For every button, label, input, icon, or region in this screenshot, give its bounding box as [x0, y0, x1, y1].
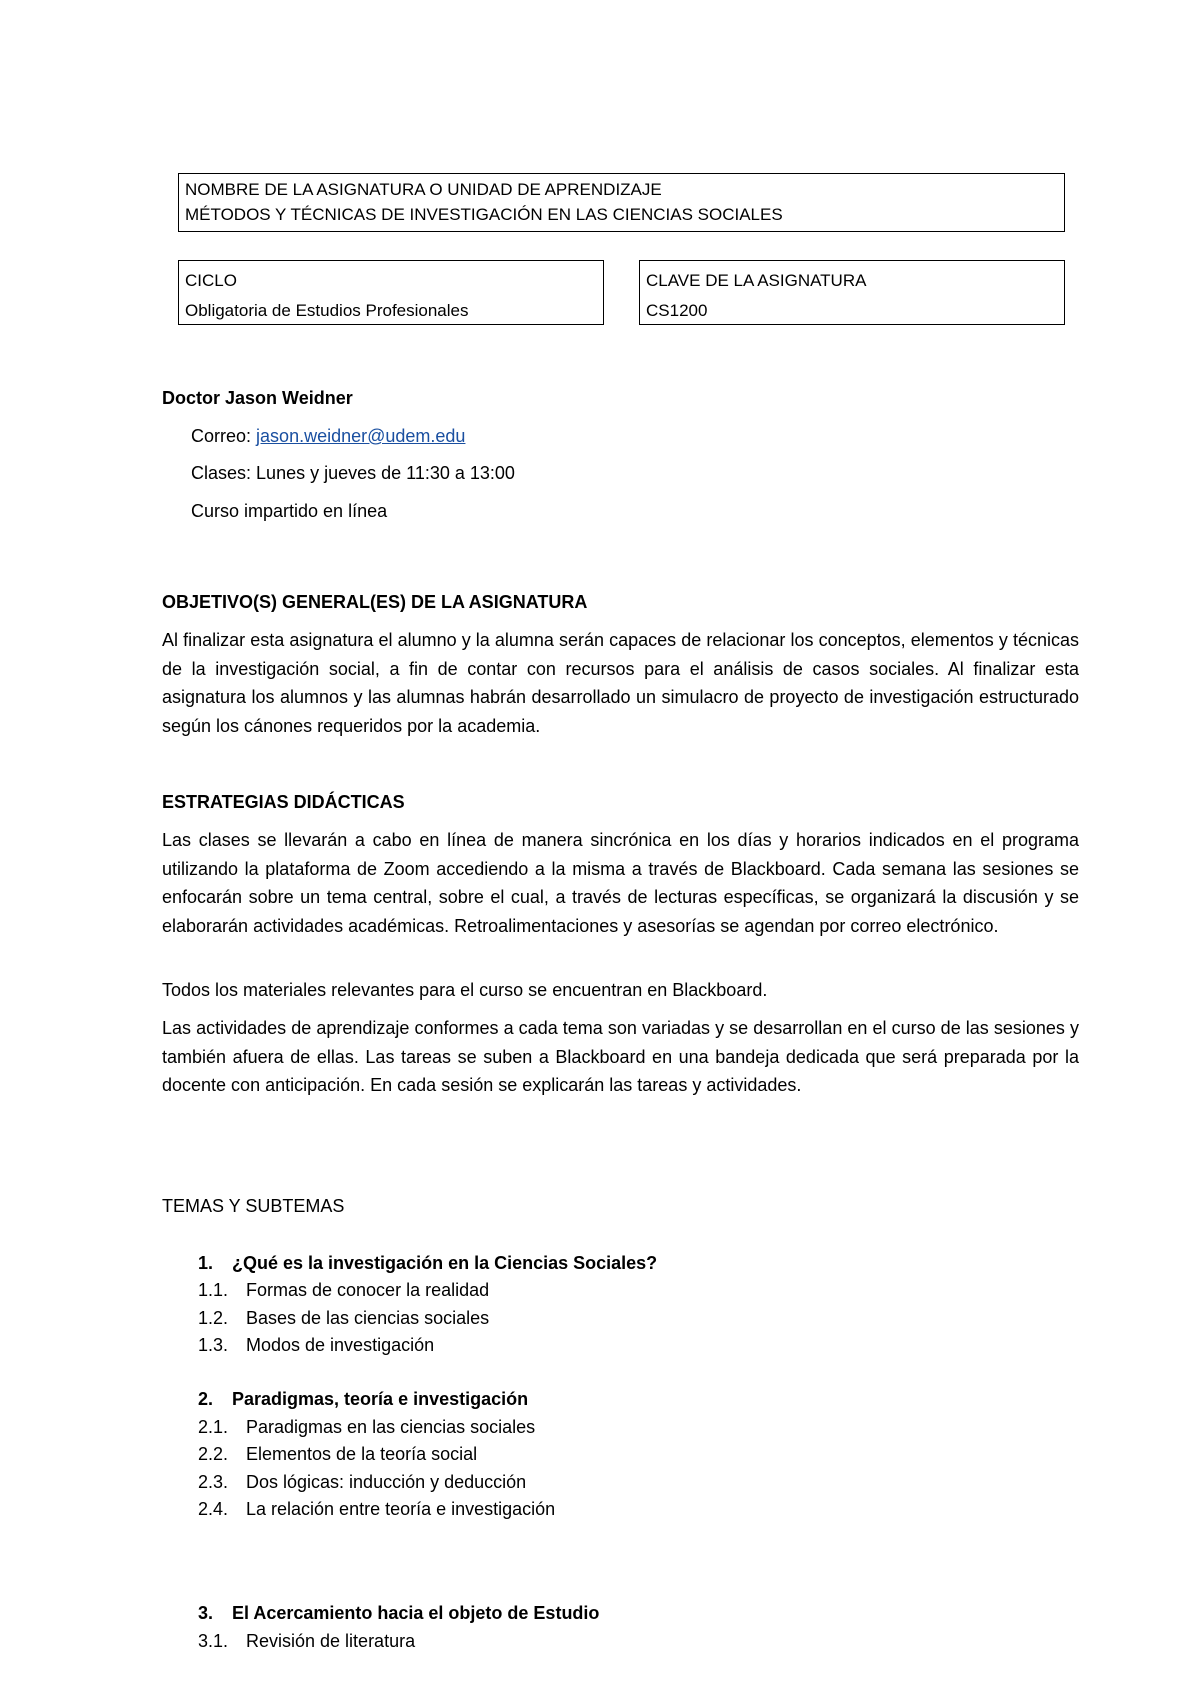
subject-name: MÉTODOS Y TÉCNICAS DE INVESTIGACIÓN EN LAS CIENCIAS SOCIALES [185, 205, 783, 224]
topic-2-title: 2. Paradigmas, teoría e investigación [198, 1389, 529, 1409]
email-link[interactable]: jason.weidner@udem.edu [256, 426, 466, 446]
subtopic-2-2: 2.2. Elementos de la teoría social [198, 1444, 478, 1464]
objectives-text: Al finalizar esta asignatura el alumno y la alumna serán capaces de relacionar los conceptos, elementos y técnicas de la investigación social, a fin de contar con recursos para el análisis de casos sociales. Al finalizar esta asignatura los alumnos y las alumnas habrán desarrollado un simulacro de proyecto de investigación estructurado según los cánones requeridos por la academia. [162, 630, 1079, 736]
key-box [639, 260, 1065, 325]
subtopic-1-2: 1.2. Bases de las ciencias sociales [198, 1308, 490, 1328]
subject-label: NOMBRE DE LA ASIGNATURA O UNIDAD DE APRENDIZAJE [185, 180, 662, 199]
email-line [191, 422, 465, 450]
key-label: CLAVE DE LA ASIGNATURA [646, 271, 867, 290]
strategies-heading: ESTRATEGIAS DIDÁCTICAS [162, 792, 405, 812]
objectives-heading: OBJETIVO(S) GENERAL(ES) DE LA ASIGNATURA [162, 592, 588, 612]
subtopic-2-1: 2.1. Paradigmas en las ciencias sociales [198, 1417, 536, 1437]
subtopic-2-3: 2.3. Dos lógicas: inducción y deducción [198, 1472, 527, 1492]
key-value: CS1200 [646, 301, 708, 320]
subtopic-2-4: 2.4. La relación entre teoría e investigación [198, 1499, 556, 1519]
classes-line [191, 459, 515, 487]
cycle-label: CICLO [185, 271, 237, 290]
strategies-paragraph-1: Las clases se llevarán a cabo en línea de manera sincrónica en los días y horarios indicados en el programa utilizando la plataforma de Zoom accediendo a la misma a través de Blackboard. Cada semana las sesiones se enfocarán sobre un tema central, sobre el cual, a través de lecturas específicas, se organizará la discusión y se elaborarán actividades académicas. Retroalimentaciones y asesorías se agendan por correo electrónico. [162, 830, 1079, 936]
classes-value: Lunes y jueves de 11:30 a 13:00 [256, 463, 515, 483]
strategies-paragraph-3: Las actividades de aprendizaje conformes a cada tema son variadas y se desarrollan en el curso de las sesiones y también afuera de ellas. Las tareas se suben a Blackboard en una bandeja dedicada que será preparada por la docente con anticipación. En cada sesión se explicarán las tareas y actividades. [162, 1018, 1079, 1095]
subtopic-3-1: 3.1. Revisión de literatura [198, 1631, 416, 1651]
topic-3-title: 3. El Acercamiento hacia el objeto de Estudio [198, 1603, 600, 1623]
subtopic-1-1: 1.1. Formas de conocer la realidad [198, 1280, 490, 1300]
topics-heading: TEMAS Y SUBTEMAS [162, 1196, 345, 1216]
instructor-name: Doctor Jason Weidner [162, 388, 353, 408]
email-label: Correo: [191, 426, 252, 446]
cycle-value: Obligatoria de Estudios Profesionales [185, 301, 469, 320]
cycle-box [178, 260, 604, 325]
subject-box [178, 173, 1065, 232]
classes-label: Clases: [191, 463, 252, 483]
course-mode: Curso impartido en línea [191, 501, 388, 521]
strategies-paragraph-2: Todos los materiales relevantes para el curso se encuentran en Blackboard. [162, 980, 768, 1000]
topic-1-title: 1. ¿Qué es la investigación en la Ciencias Sociales? [198, 1253, 658, 1273]
subtopic-1-3: 1.3. Modos de investigación [198, 1335, 435, 1355]
